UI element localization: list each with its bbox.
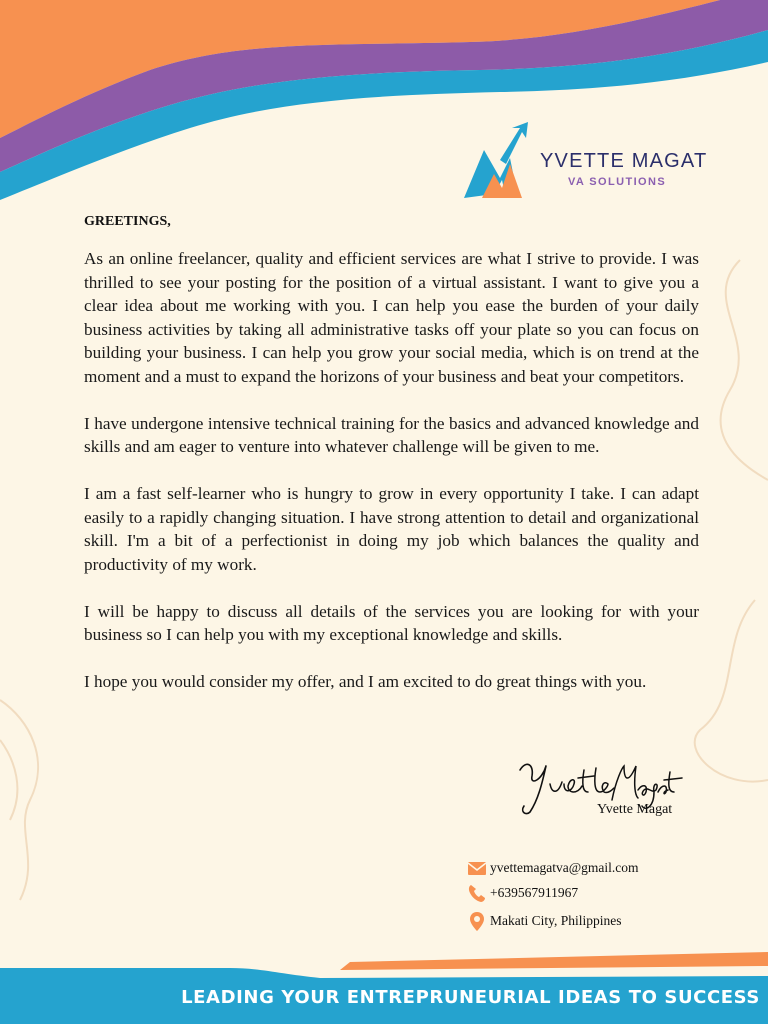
paragraph: I hope you would consider my offer, and I am excited to do great things with you.: [84, 672, 647, 691]
brand-logo: [462, 120, 722, 200]
paragraph: I am a fast self-learner who is hungry to grow in every opportunity I take. I can adapt easily to a rapidly changing situation. I have strong attention to detail and organizational skill. I'm a bit of a perfectionist in doing my job which balances the quality and productivity of my work.: [84, 484, 699, 574]
growth-arrow-icon: [462, 120, 542, 200]
letter-body: [84, 247, 699, 717]
brand-name: YVETTE MAGAT: [540, 150, 708, 172]
brand-subtitle: VA SOLUTIONS: [568, 176, 667, 188]
contact-phone[interactable]: [466, 882, 578, 904]
phone-icon: [466, 882, 488, 904]
footer-tagline: LEADING YOUR ENTREPRUNEURIAL IDEAS TO SUCCESS: [181, 987, 760, 1008]
contact-location: [466, 910, 622, 932]
location-pin-icon: [466, 910, 488, 932]
paragraph: I have undergone intensive technical training for the basics and advanced knowledge and skills and am eager to venture into whatever challenge will be given to me.: [84, 413, 699, 456]
mail-icon: [466, 857, 488, 879]
signature-name: Yvette Magat: [597, 802, 673, 817]
contact-email[interactable]: [466, 857, 639, 879]
email-text[interactable]: yvettemagatva@gmail.com: [490, 860, 639, 875]
phone-text[interactable]: +639567911967: [490, 885, 579, 900]
greeting: GREETINGS,: [84, 214, 171, 229]
paragraph: As an online freelancer, quality and efficient services are what I strive to provide. I was thrilled to see your posting for the position of a virtual assistant. I want to give you a clear idea about me working with you. I can help you ease the burden of your daily business activities by taking all administrative tasks off your plate so you can focus on building your business. I can help you grow your social media, which is on trend at the moment and a must to expand the horizons of your business and beat your competitors.: [84, 249, 699, 386]
location-text: Makati City, Philippines: [490, 913, 622, 928]
paragraph: I will be happy to discuss all details of the services you are looking for with your business so I can help you with my exceptional knowledge and skills.: [84, 601, 699, 644]
